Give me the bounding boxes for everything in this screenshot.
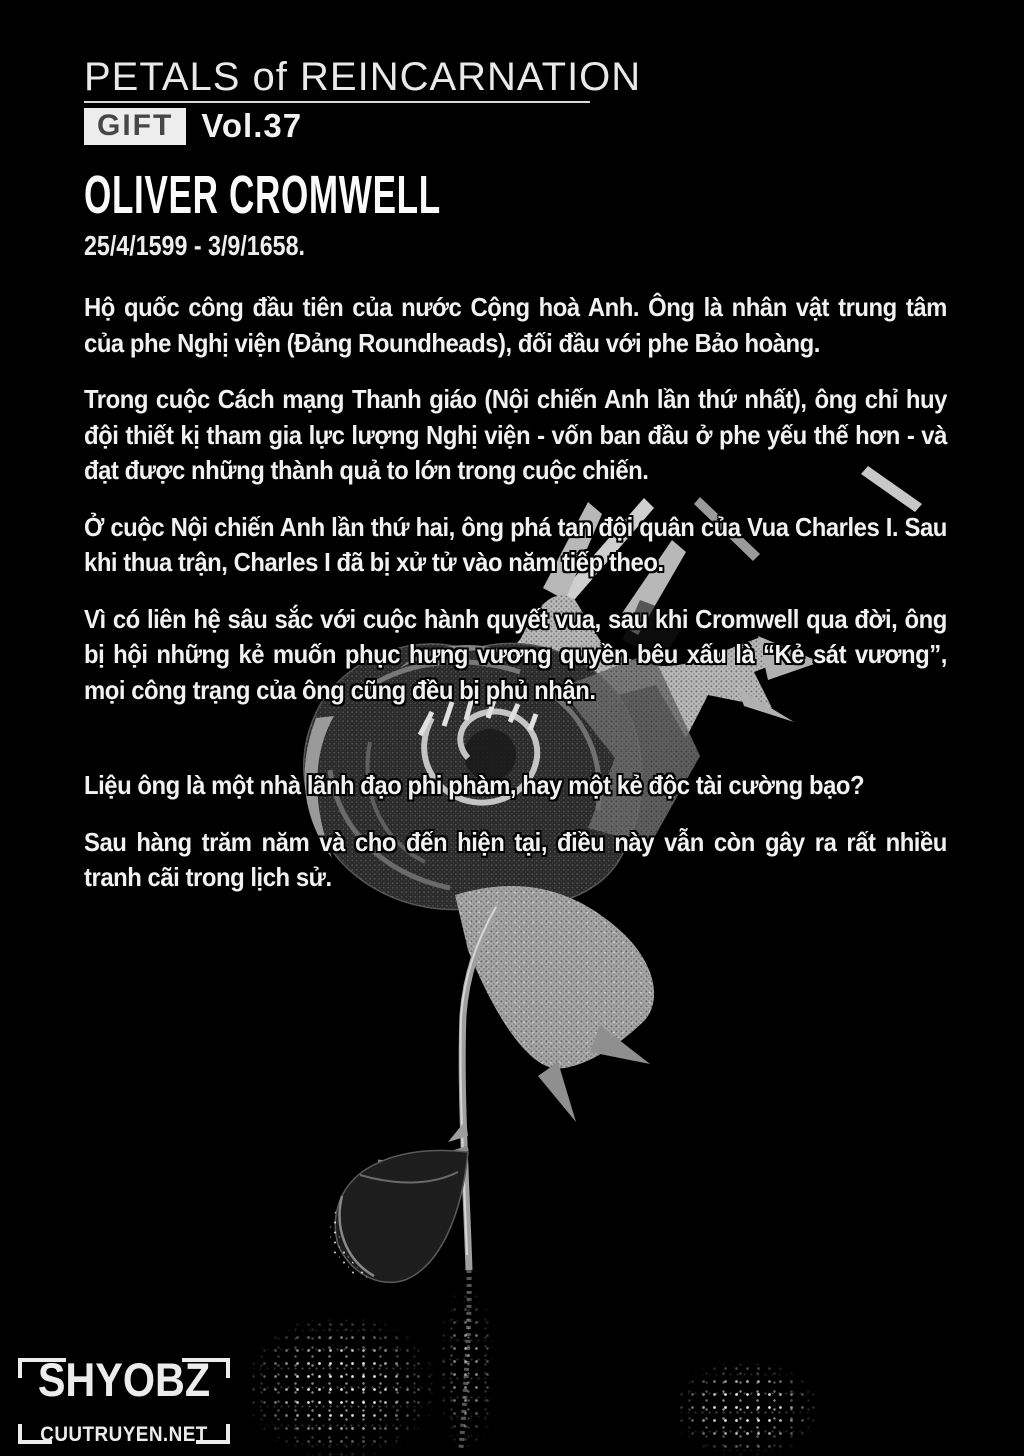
lifespan-dates: 25/4/1599 - 3/9/1658. bbox=[84, 230, 305, 261]
series-title-text: PETALS of REINCARNATION bbox=[84, 55, 642, 99]
series-title-underline bbox=[84, 101, 590, 103]
article-body bbox=[84, 290, 947, 917]
paragraph-2: Trong cuộc Cách mạng Thanh giáo (Nội chiến Anh lần thứ nhất), ông chỉ huy đội thiết kị tham gia lực lượng Nghị viện - vốn ban đầu ở phe yếu thế hơn - và đạt được những thành quả to lớn trong cuộc chiến. bbox=[84, 384, 947, 485]
withered-leaf bbox=[455, 886, 654, 1122]
scanlation-watermark bbox=[18, 1353, 230, 1446]
paragraph-6: Sau hàng trăm năm và cho đến hiện tại, điều này vẫn còn gây ra rất nhiều tranh cãi trong lịch sử. bbox=[84, 826, 947, 892]
watermark-site-name: CUUTRUYEN.NET bbox=[40, 1423, 208, 1446]
volume-label: Vol.37 bbox=[201, 107, 303, 144]
paragraph-3: Ở cuộc Nội chiến Anh lần thứ hai, ông phá tan đội quân của Vua Charles I. Sau khi thua trận, Charles I đã bị xử tử vào năm tiếp theo. bbox=[84, 511, 947, 577]
paragraph-5: Liệu ông là một nhà lãnh đạo phi phàm, hay một kẻ độc tài cường bạo? bbox=[84, 770, 865, 800]
paragraph-1: Hộ quốc công đầu tiên của nước Cộng hoà Anh. Ông là nhân vật trung tâm của phe Nghị viện (Đảng Roundheads), đối đầu với phe Bảo hoàng. bbox=[84, 292, 947, 358]
dark-leaf bbox=[328, 1151, 468, 1283]
volume-row bbox=[84, 107, 302, 145]
series-title bbox=[84, 55, 641, 99]
speckle-debris-right bbox=[676, 1362, 816, 1456]
watermark-group-name: SHYOBZ bbox=[37, 1353, 211, 1406]
speckle-debris-left bbox=[248, 1318, 433, 1456]
speckle-stem-trail bbox=[438, 1290, 496, 1450]
gift-badge: GIFT bbox=[84, 108, 186, 145]
article-heading: OLIVER CROMWELL bbox=[84, 165, 441, 225]
paragraph-4: Vì có liên hệ sâu sắc với cuộc hành quyết vua, sau khi Cromwell qua đời, ông bị hội những kẻ muốn phục hưng vương quyền bêu xấu là “Kẻ sát vương”, mọi công trạng của ông cũng đều bị phủ nhận. bbox=[84, 603, 947, 705]
